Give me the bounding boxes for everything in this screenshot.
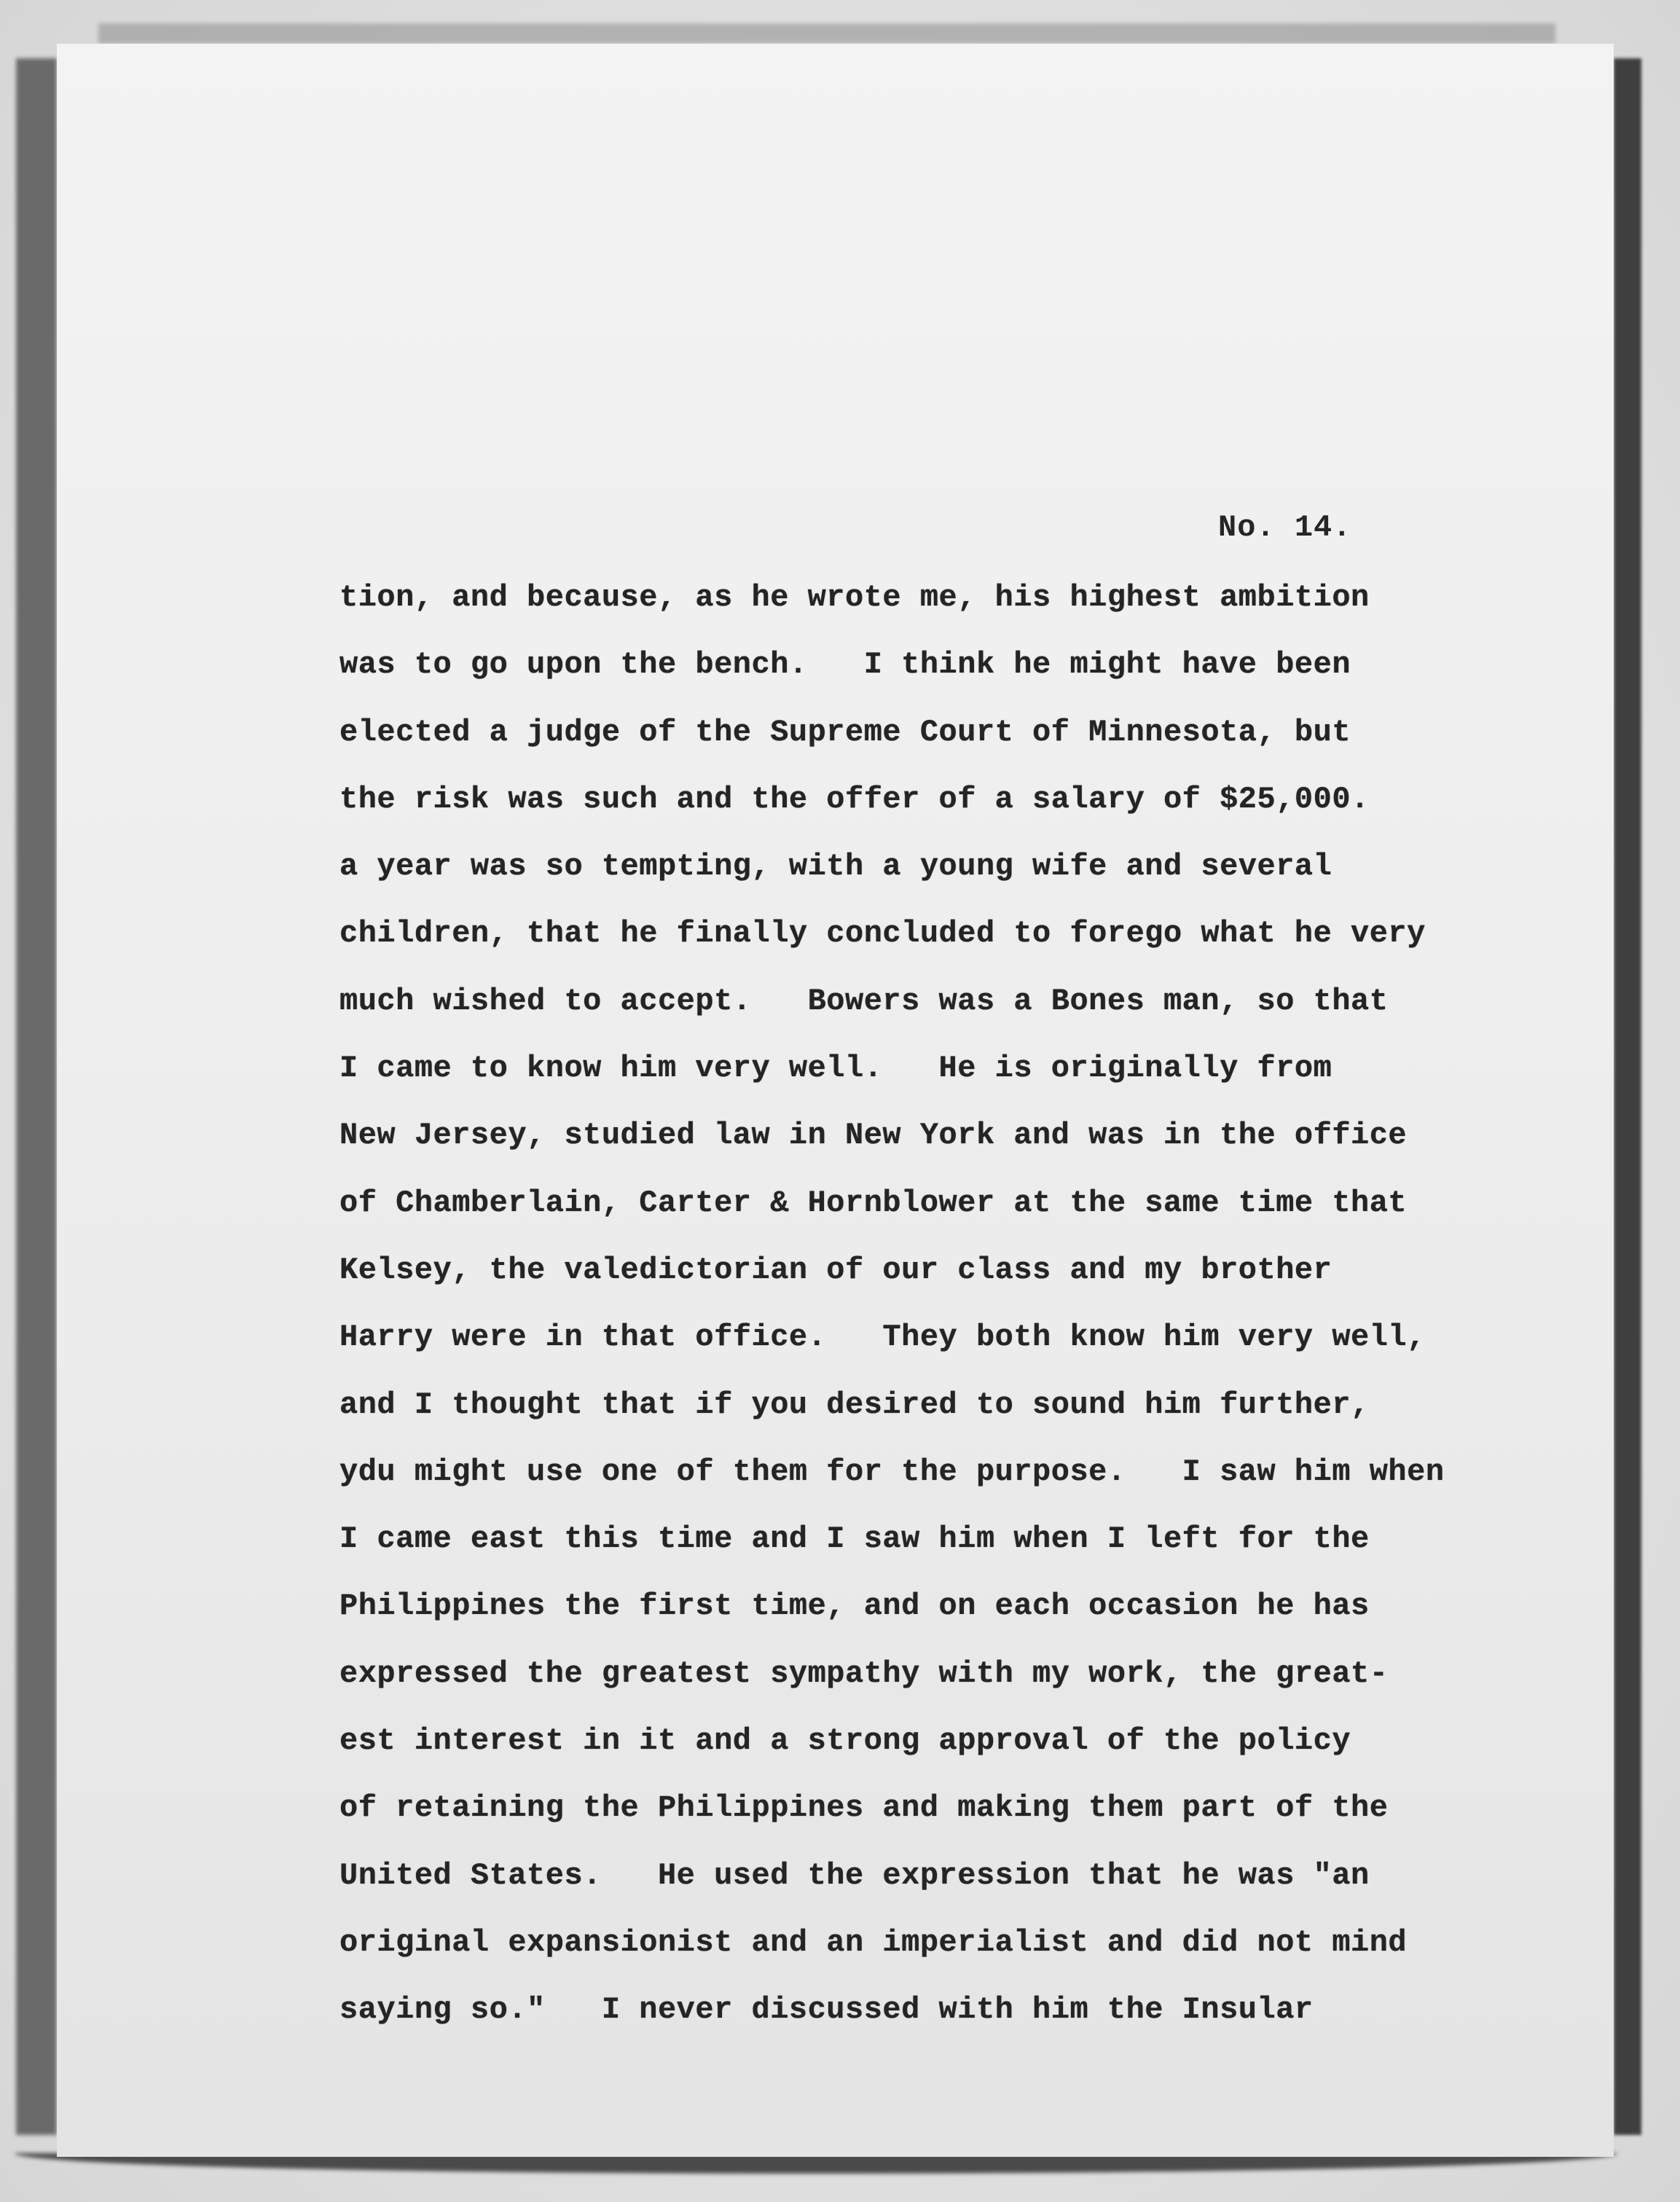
text-line: Kelsey, the valedictorian of our class and my brother — [339, 1252, 1332, 1288]
text-line: Harry were in that office. They both know him very well, — [339, 1320, 1426, 1355]
text-line: saying so." I never discussed with him the Insular — [339, 1992, 1314, 2028]
text-line: children, that he finally concluded to forego what he very — [339, 916, 1426, 952]
text-line: original expansionist and an imperialist and did not mind — [339, 1924, 1408, 1960]
text-line: was to go upon the bench. I think he might have been — [339, 647, 1351, 683]
text-line: ydu might use one of them for the purpose. I saw him when — [339, 1454, 1445, 1489]
text-line: of Chamberlain, Carter & Hornblower at the same time that — [339, 1185, 1408, 1220]
text-line: est interest in it and a strong approval of the policy — [339, 1723, 1351, 1759]
text-line: elected a judge of the Supreme Court of Minnesota, but — [339, 714, 1351, 750]
text-line: United States. He used the expression that he was "an — [339, 1857, 1370, 1893]
text-line: I came to know him very well. He is originally from — [339, 1051, 1332, 1086]
text-line: Philippines the first time, and on each occasion he has — [339, 1588, 1370, 1624]
text-line: and I thought that if you desired to sound him further, — [339, 1387, 1370, 1422]
text-line: expressed the greatest sympathy with my work, the great- — [339, 1656, 1389, 1691]
page-number: No. 14. — [1218, 510, 1352, 545]
frame-shadow-top — [98, 23, 1555, 44]
frame-shadow-left — [16, 58, 57, 2135]
text-line: a year was so tempting, with a young wife and several — [339, 849, 1332, 885]
text-line: New Jersey, studied law in New York and was in the office — [339, 1118, 1408, 1153]
letter-body — [339, 576, 1578, 2056]
text-line: I came east this time and I saw him when I left for the — [339, 1521, 1370, 1557]
text-line: much wished to accept. Bowers was a Bones man, so that — [339, 983, 1389, 1019]
text-line: of retaining the Philippines and making them part of the — [339, 1790, 1389, 1826]
text-line: the risk was such and the offer of a salary of $25,000. — [339, 781, 1370, 817]
frame-shadow-right — [1614, 58, 1641, 2135]
text-line: tion, and because, as he wrote me, his highest ambition — [339, 580, 1370, 615]
